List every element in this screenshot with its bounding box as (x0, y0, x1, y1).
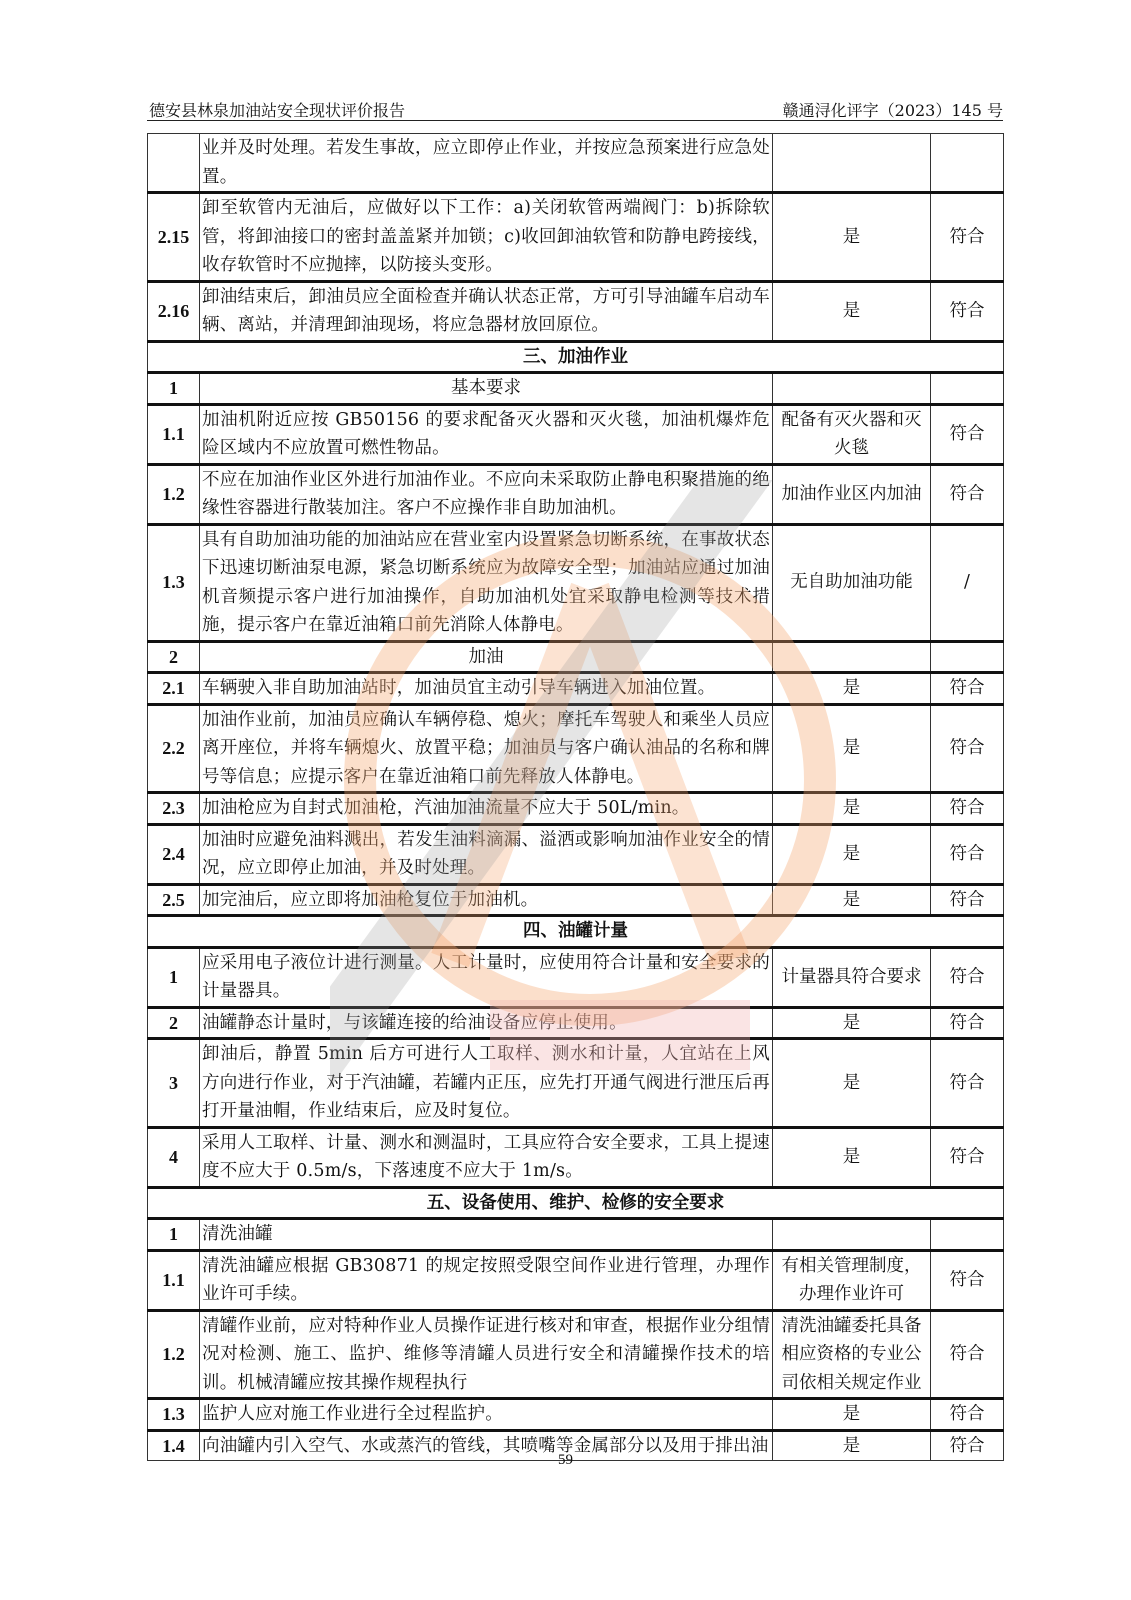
requirement-text: 加油时应避免油料溅出，若发生油料滴漏、溢洒或影响加油作业安全的情况，应立即停止加油，并及时处理。 (200, 824, 773, 884)
check-result: 加油作业区内加油 (773, 464, 931, 524)
check-result: 计量器具符合要求 (773, 947, 931, 1007)
item-number: 2.5 (148, 884, 200, 916)
check-result: 是 (773, 1399, 931, 1431)
verdict: 符合 (931, 464, 1004, 524)
check-result: 是 (773, 193, 931, 282)
section-title: 三、加油作业 (148, 341, 1004, 373)
section-heading-row (148, 916, 1004, 948)
table-row (148, 404, 1004, 464)
check-result: 是 (773, 884, 931, 916)
table-row (148, 281, 1004, 341)
item-number: 1.3 (148, 524, 200, 641)
requirement-text: 车辆驶入非自助加油站时，加油员宜主动引导车辆进入加油位置。 (200, 673, 773, 705)
item-number: 1.2 (148, 1310, 200, 1399)
page-number: 59 (558, 1452, 573, 1468)
table-row (148, 1310, 1004, 1399)
verdict: 符合 (931, 704, 1004, 793)
requirement-text: 卸油后，静置 5min 后方可进行人工取样、测水和计量，人宜站在上风方向进行作业，对于汽油罐，若罐内正压，应先打开通气阀进行泄压后再打开量油帽，作业结束后，应及时复位。 (200, 1039, 773, 1128)
requirement-text: 不应在加油作业区外进行加油作业。不应向未采取防止静电积聚措施的绝缘性容器进行散装加注。客户不应操作非自助加油机。 (200, 464, 773, 524)
check-result (773, 134, 931, 193)
check-result: 清洗油罐委托具备相应资格的专业公司依相关规定作业 (773, 1310, 931, 1399)
verdict-cell (931, 1219, 1004, 1251)
requirement-text: 清洗油罐应根据 GB30871 的规定按照受限空间作业进行管理，办理作业许可手续。 (200, 1250, 773, 1310)
check-result: 是 (773, 1430, 931, 1461)
requirement-text: 业并及时处理。若发生事故，应立即停止作业，并按应急预案进行应急处置。 (200, 134, 773, 193)
requirement-text: 卸油结束后，卸油员应全面检查并确认状态正常，方可引导油罐车启动车辆、离站，并清理卸油现场，将应急器材放回原位。 (200, 281, 773, 341)
table-row (148, 1250, 1004, 1310)
table-row (148, 673, 1004, 705)
verdict (931, 134, 1004, 193)
requirement-text: 加油作业前，加油员应确认车辆停稳、熄火；摩托车驾驶人和乘坐人员应离开座位，并将车辆熄火、放置平稳；加油员与客户确认油品的名称和牌号等信息；应提示客户在靠近油箱口前先释放人体静电。 (200, 704, 773, 793)
item-number (148, 134, 200, 193)
check-result: 是 (773, 824, 931, 884)
verdict: 符合 (931, 1250, 1004, 1310)
item-number: 1.2 (148, 464, 200, 524)
item-number: 2.4 (148, 824, 200, 884)
item-number: 4 (148, 1127, 200, 1187)
table-row (148, 704, 1004, 793)
item-number: 1.4 (148, 1430, 200, 1461)
verdict: 符合 (931, 1039, 1004, 1128)
table-row (148, 641, 1004, 673)
item-number: 2.15 (148, 193, 200, 282)
requirement-text: 应采用电子液位计进行测量。人工计量时，应使用符合计量和安全要求的计量器具。 (200, 947, 773, 1007)
requirement-text: 清罐作业前，应对特种作业人员操作证进行核对和审查，根据作业分组情况对检测、施工、监护、维修等清罐人员进行安全和清罐操作技术的培训。机械清罐应按其操作规程执行 (200, 1310, 773, 1399)
section-title: 四、油罐计量 (148, 916, 1004, 948)
item-number: 1 (148, 1219, 200, 1251)
table-row (148, 524, 1004, 641)
table-row (148, 373, 1004, 405)
page-header (147, 96, 1003, 121)
check-result: 是 (773, 1127, 931, 1187)
subsection-title: 加油 (200, 641, 773, 673)
section-heading-row (148, 341, 1004, 373)
verdict: 符合 (931, 793, 1004, 825)
result-cell (773, 373, 931, 405)
item-number: 2.3 (148, 793, 200, 825)
requirement-text: 加油枪应为自封式加油枪，汽油加油流量不应大于 50L/min。 (200, 793, 773, 825)
requirement-text: 油罐静态计量时，与该罐连接的给油设备应停止使用。 (200, 1007, 773, 1039)
item-number: 2.16 (148, 281, 200, 341)
section-heading-row (148, 1187, 1004, 1219)
requirement-text: 加完油后，应立即将加油枪复位于加油机。 (200, 884, 773, 916)
result-cell (773, 641, 931, 673)
check-result: 是 (773, 281, 931, 341)
table-row (148, 884, 1004, 916)
table-row (148, 1007, 1004, 1039)
table-row (148, 1127, 1004, 1187)
requirement-text: 监护人应对施工作业进行全过程监护。 (200, 1399, 773, 1431)
item-number: 1.3 (148, 1399, 200, 1431)
table-row (148, 793, 1004, 825)
table-row (148, 193, 1004, 282)
item-number: 3 (148, 1039, 200, 1128)
verdict: / (931, 524, 1004, 641)
result-cell (773, 1219, 931, 1251)
verdict: 符合 (931, 1007, 1004, 1039)
check-result: 是 (773, 704, 931, 793)
check-result: 配备有灭火器和灭火毯 (773, 404, 931, 464)
verdict: 符合 (931, 1430, 1004, 1461)
section-title: 五、设备使用、维护、检修的安全要求 (148, 1187, 1004, 1219)
check-result: 无自助加油功能 (773, 524, 931, 641)
requirement-text: 具有自助加油功能的加油站应在营业室内设置紧急切断系统，在事故状态下迅速切断油泵电源，紧急切断系统应为故障安全型；加油站应通过加油机音频提示客户进行加油操作，自助加油机处宜采取静电检测等技术措施，提示客户在靠近油箱口前先消除人体静电。 (200, 524, 773, 641)
table-row (148, 947, 1004, 1007)
check-result: 是 (773, 673, 931, 705)
verdict: 符合 (931, 281, 1004, 341)
item-number: 2.1 (148, 673, 200, 705)
requirement-text: 向油罐内引入空气、水或蒸汽的管线，其喷嘴等金属部分以及用于排出油 (200, 1430, 773, 1461)
requirement-text: 卸至软管内无油后，应做好以下工作：a)关闭软管两端阀门：b)拆除软管，将卸油接口的密封盖盖紧并加锁；c)收回卸油软管和防静电跨接线，收存软管时不应抛摔，以防接头变形。 (200, 193, 773, 282)
subsection-title: 基本要求 (200, 373, 773, 405)
verdict-cell (931, 373, 1004, 405)
inspection-table (147, 133, 1004, 1461)
verdict: 符合 (931, 1399, 1004, 1431)
verdict: 符合 (931, 947, 1004, 1007)
table-row (148, 1399, 1004, 1431)
item-number: 1 (148, 947, 200, 1007)
verdict-cell (931, 641, 1004, 673)
item-number: 1.1 (148, 404, 200, 464)
table-row (148, 824, 1004, 884)
item-number: 2 (148, 1007, 200, 1039)
table-row (148, 1039, 1004, 1128)
verdict: 符合 (931, 1310, 1004, 1399)
item-number: 1 (148, 373, 200, 405)
table-row (148, 464, 1004, 524)
requirement-text: 加油机附近应按 GB50156 的要求配备灭火器和灭火毯，加油机爆炸危险区域内不应放置可燃性物品。 (200, 404, 773, 464)
verdict: 符合 (931, 404, 1004, 464)
verdict: 符合 (931, 673, 1004, 705)
report-title: 德安县林泉加油站安全现状评价报告 (149, 101, 406, 120)
verdict: 符合 (931, 884, 1004, 916)
verdict: 符合 (931, 1127, 1004, 1187)
verdict: 符合 (931, 193, 1004, 282)
item-number: 2.2 (148, 704, 200, 793)
table-row (148, 134, 1004, 193)
item-number: 1.1 (148, 1250, 200, 1310)
verdict: 符合 (931, 824, 1004, 884)
subsection-title: 清洗油罐 (200, 1219, 773, 1251)
document-number: 赣通浔化评字（2023）145 号 (782, 101, 1003, 120)
check-result: 是 (773, 1007, 931, 1039)
check-result: 是 (773, 1039, 931, 1128)
check-result: 是 (773, 793, 931, 825)
table-row (148, 1219, 1004, 1251)
requirement-text: 采用人工取样、计量、测水和测温时，工具应符合安全要求，工具上提速度不应大于 0.5m/s，下落速度不应大于 1m/s。 (200, 1127, 773, 1187)
check-result: 有相关管理制度，办理作业许可 (773, 1250, 931, 1310)
item-number: 2 (148, 641, 200, 673)
